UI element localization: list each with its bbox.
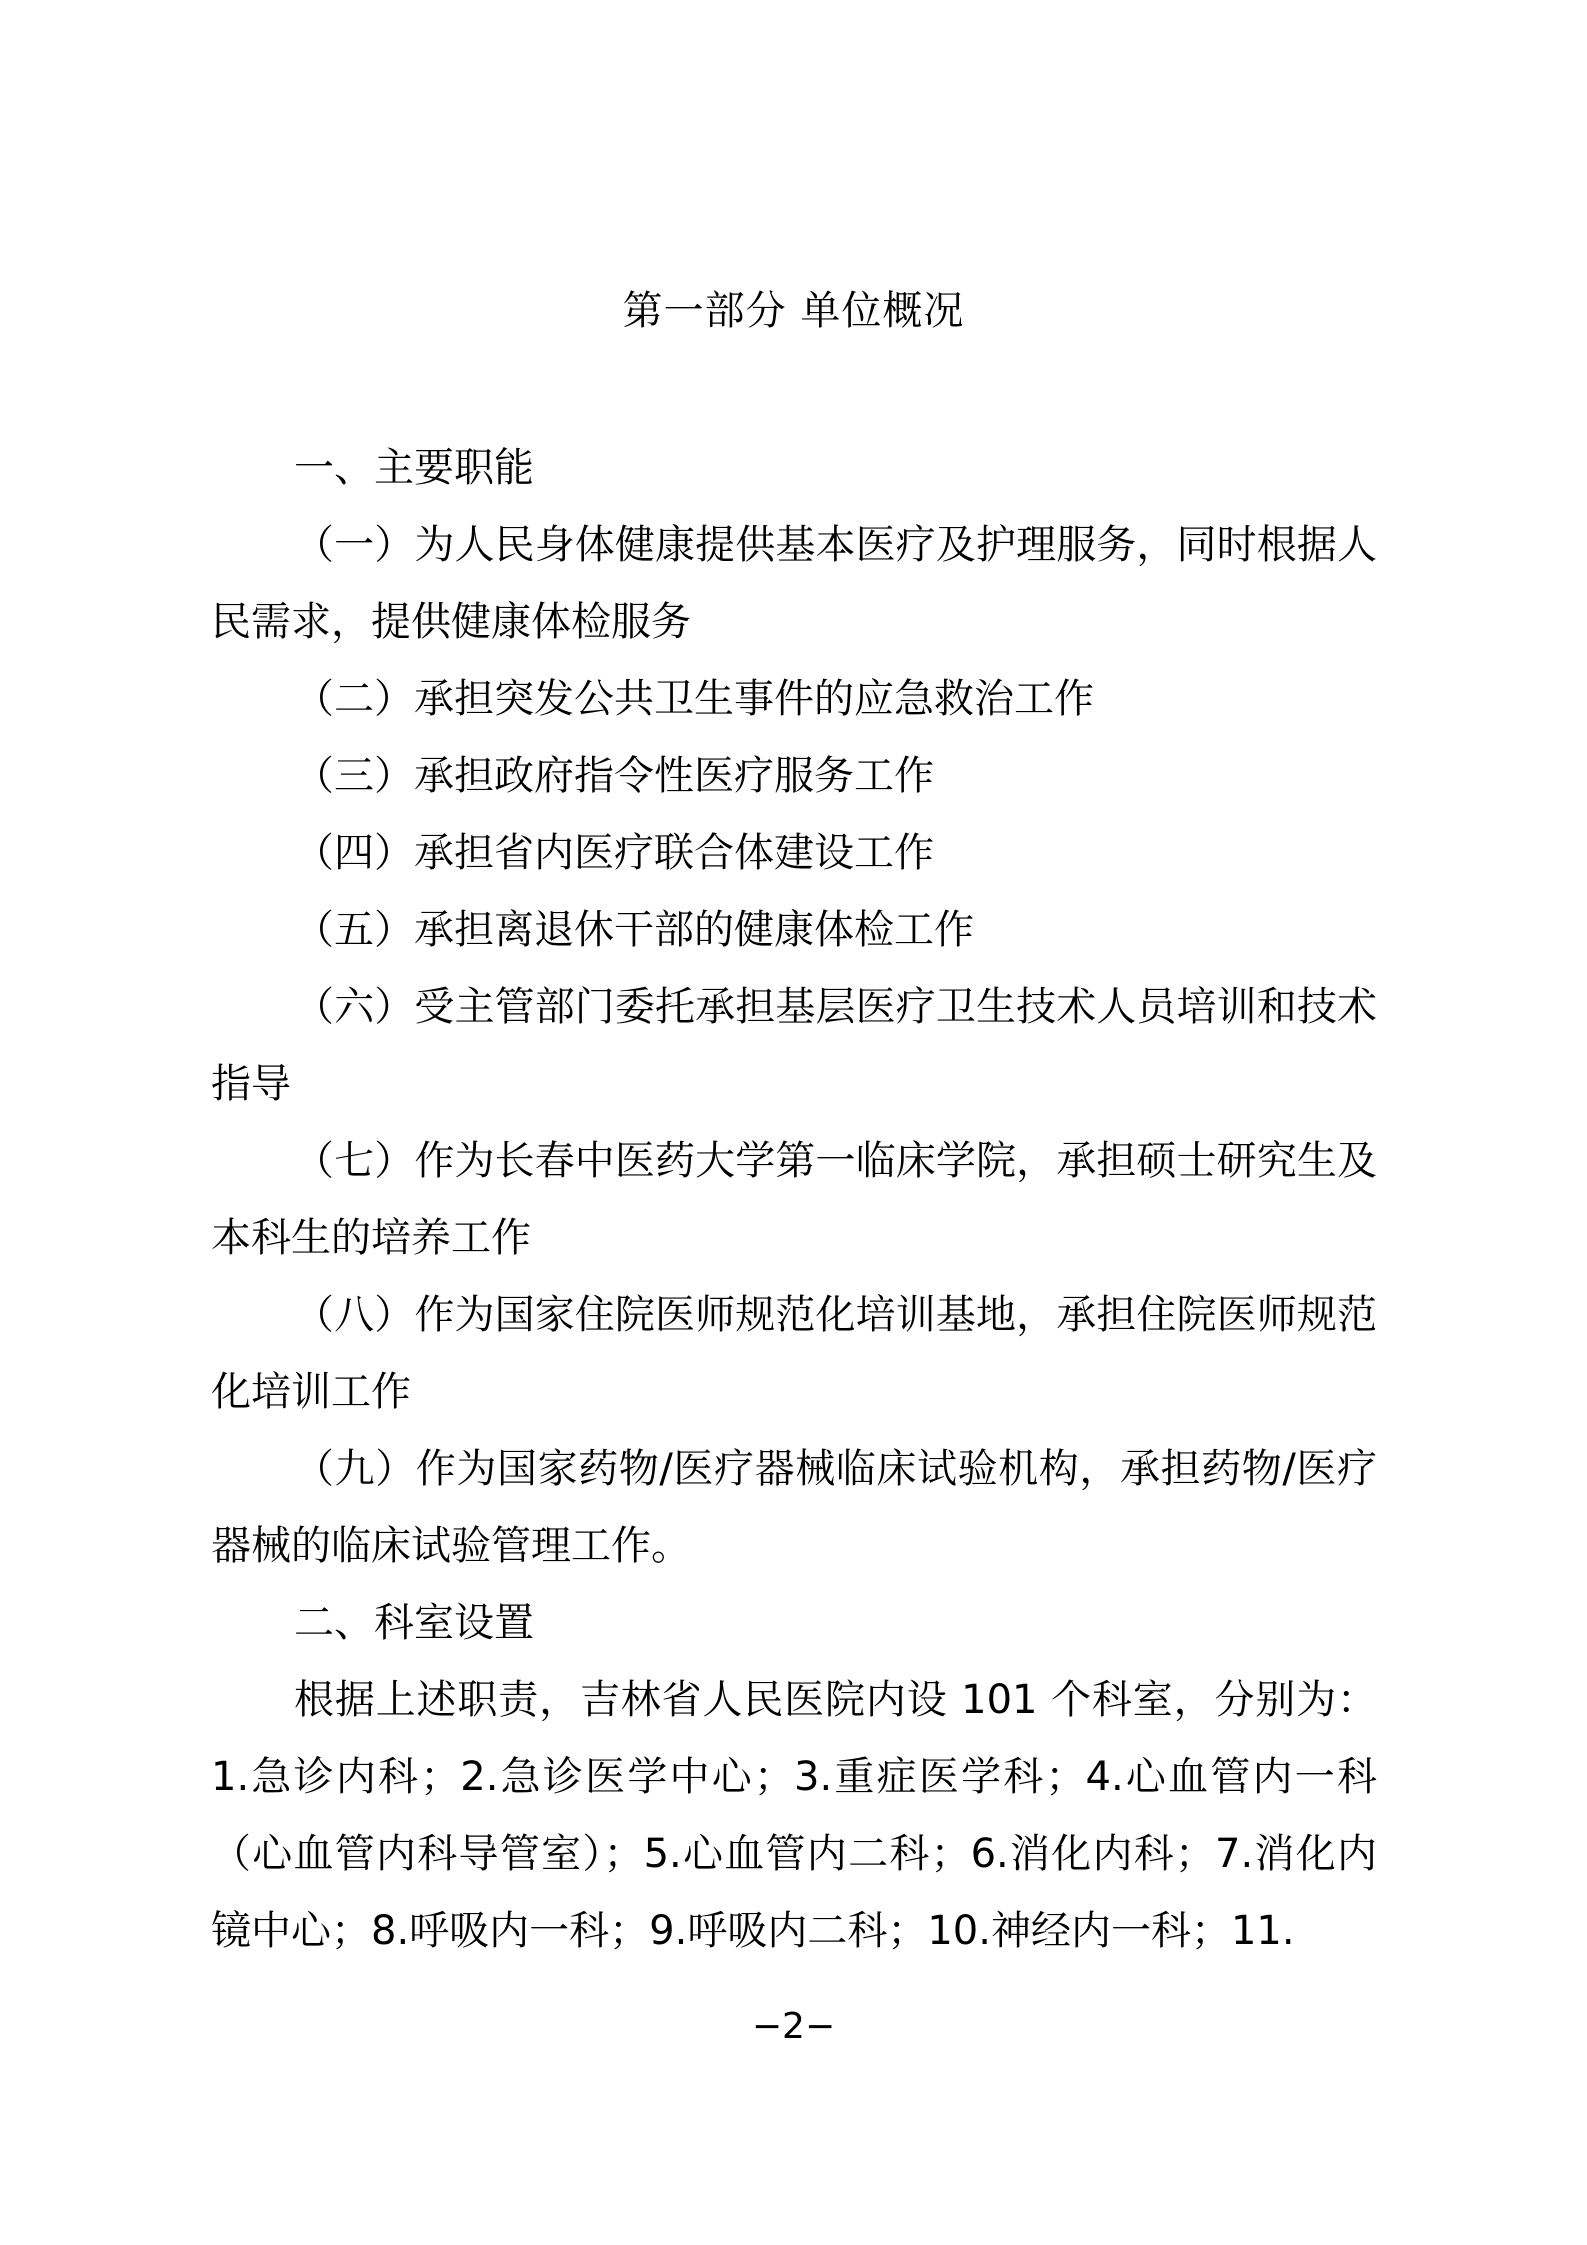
function-item-5: （五）承担离退休干部的健康体检工作 <box>294 907 974 953</box>
department-list-paragraph: 根据上述职责，吉林省人民医院内设 101 个科室，分别为：1.急诊内科；2.急诊医学中心；3.重症医学科；4.心血管内一科（心血管内科导管室）；5.心血管内二科；6.消化内科；7.消化内镜中心；8.呼吸内一科；9.呼吸内二科；10.神经内一科；11. <box>211 1677 1377 1954</box>
function-item-4: （四）承担省内医疗联合体建设工作 <box>294 830 934 876</box>
page-number: −2− <box>751 2006 836 2047</box>
document-body <box>211 430 1377 1970</box>
function-item-6: （六）受主管部门委托承担基层医疗卫生技术人员培训和技术指导 <box>211 984 1377 1107</box>
function-item-9: （九）作为国家药物/医疗器械临床试验机构，承担药物/医疗器械的临床试验管理工作。 <box>211 1446 1377 1569</box>
function-item-7: （七）作为长春中医药大学第一临床学院，承担硕士研究生及本科生的培养工作 <box>211 1138 1377 1261</box>
function-item-8: （八）作为国家住院医师规范化培训基地，承担住院医师规范化培训工作 <box>211 1292 1377 1415</box>
function-item-1: （一）为人民身体健康提供基本医疗及护理服务，同时根据人民需求，提供健康体检服务 <box>211 522 1377 645</box>
section-title: 第一部分 单位概况 <box>622 288 965 334</box>
heading-department-setup: 二、科室设置 <box>294 1600 534 1646</box>
function-item-2: （二）承担突发公共卫生事件的应急救治工作 <box>294 676 1094 722</box>
heading-main-functions: 一、主要职能 <box>294 445 534 491</box>
function-item-3: （三）承担政府指令性医疗服务工作 <box>294 753 934 799</box>
